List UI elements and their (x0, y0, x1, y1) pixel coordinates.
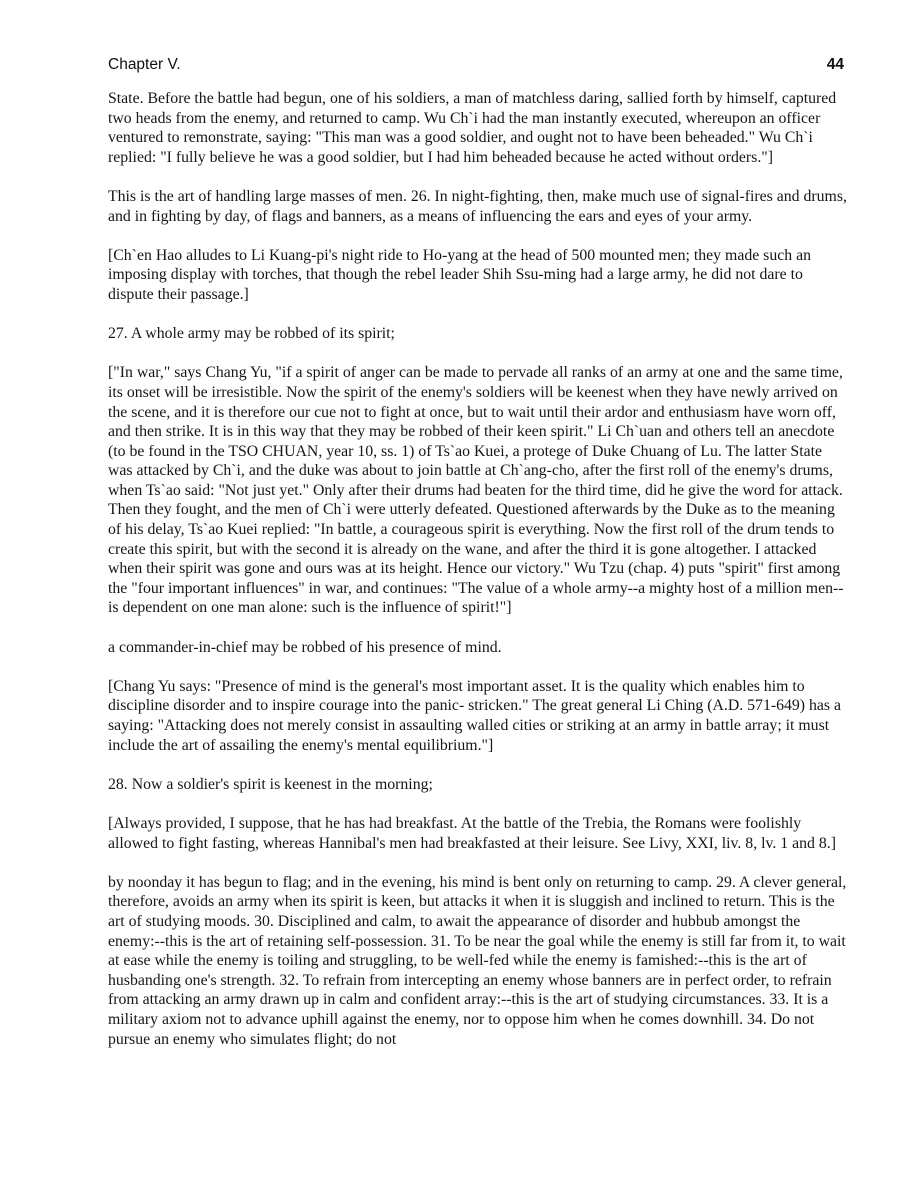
paragraph: by noonday it has begun to flag; and in the evening, his mind is bent only on returning to camp. 29. A clever general, therefore, avoids an army when its spirit is keen, but attacks it when it is sluggish and inclined to return. This is the art of studying moods. 30. Disciplined and calm, to await the appearance of disorder and hubbub amongst the enemy:--this is the art of retaining self-possession. 31. To be near the goal while the enemy is still far from it, to wait at ease while the enemy is toiling and struggling, to be well-fed while the enemy is famished:--this is the art of husbanding one's strength. 32. To refrain from intercepting an enemy whose banners are in perfect order, to refrain from attacking an army drawn up in calm and confident array:--this is the art of studying circumstances. 33. It is a military axiom not to advance uphill against the enemy, nor to oppose him when he comes downhill. 34. Do not pursue an enemy who simulates flight; do not (108, 873, 847, 1048)
paragraph: 27. A whole army may be robbed of its spirit; (108, 325, 395, 343)
page-number: 44 (826, 56, 844, 73)
page-header (108, 56, 844, 80)
paragraph: 28. Now a soldier's spirit is keenest in the morning; (108, 775, 433, 793)
paragraph: [Ch`en Hao alludes to Li Kuang-pi's night ride to Ho-yang at the head of 500 mounted men; they made such an imposing display with torches, that though the rebel leader Shih Ssu-ming had a large army, he did not dare to dispute their passage.] (108, 246, 811, 303)
paragraph: ["In war," says Chang Yu, "if a spirit of anger can be made to pervade all ranks of an army at one and the same time, its onset will be irresistible. Now the spirit of the enemy's soldiers will be keenest when they have newly arrived on the scene, and it is therefore our cue not to fight at once, but to wait until their ardor and enthusiasm have worn off, and then strike. It is in this way that they may be robbed of their keen spirit." Li Ch`uan and others tell an anecdote (to be found in the TSO CHUAN, year 10, ss. 1) of Ts`ao Kuei, a protege of Duke Chuang of Lu. The latter State was attacked by Ch`i, and the duke was about to join battle at Ch`ang-cho, after the first roll of the enemy's drums, when Ts`ao said: "Not just yet." Only after their drums had beaten for the third time, did he give the word for attack. Then they fought, and the men of Ch`i were utterly defeated. Questioned afterwards by the Duke as to the meaning of his delay, Ts`ao Kuei replied: "In battle, a courageous spirit is everything. Now the first roll of the drum tends to create this spirit, but with the second it is already on the wane, and after the third it is gone altogether. I attacked when their spirit was gone and ours was at its height. Hence our victory." Wu Tzu (chap. 4) puts "spirit" first among the "four important influences" in war, and continues: "The value of a whole army--a mighty host of a million men--is dependent on one man alone: such is the influence of spirit!"] (108, 364, 844, 617)
paragraph: This is the art of handling large masses of men. 26. In night-fighting, then, make much use of signal-fires and drums, and in fighting by day, of flags and banners, as a means of influencing the ears and eyes of your army. (108, 187, 847, 225)
paragraph: State. Before the battle had begun, one of his soldiers, a man of matchless daring, sallied forth by himself, captured two heads from the enemy, and returned to camp. Wu Ch`i had the man instantly executed, whereupon an officer ventured to remonstrate, saying: "This man was a good soldier, and ought not to have been beheaded." Wu Ch`i replied: "I fully believe he was a good soldier, but I had him beheaded because he acted without orders."] (108, 90, 837, 166)
paragraph: [Always provided, I suppose, that he has had breakfast. At the battle of the Trebia, the Romans were foolishly allowed to fight fasting, whereas Hannibal's men had breakfasted at their leisure. See Livy, XXI, liv. 8, lv. 1 and 8.] (108, 814, 836, 852)
paragraph: [Chang Yu says: "Presence of mind is the general's most important asset. It is the quality which enables him to discipline disorder and to inspire courage into the panic- stricken." The great general Li Ching (A.D. 571-649) has a saying: "Attacking does not merely consist in assaulting walled cities or striking at an army in battle array; it must include the art of assailing the enemy's mental equilibrium."] (108, 677, 842, 754)
paragraph: a commander-in-chief may be robbed of his presence of mind. (108, 638, 502, 656)
page-body (108, 89, 848, 1069)
chapter-title: Chapter V. (108, 56, 181, 73)
